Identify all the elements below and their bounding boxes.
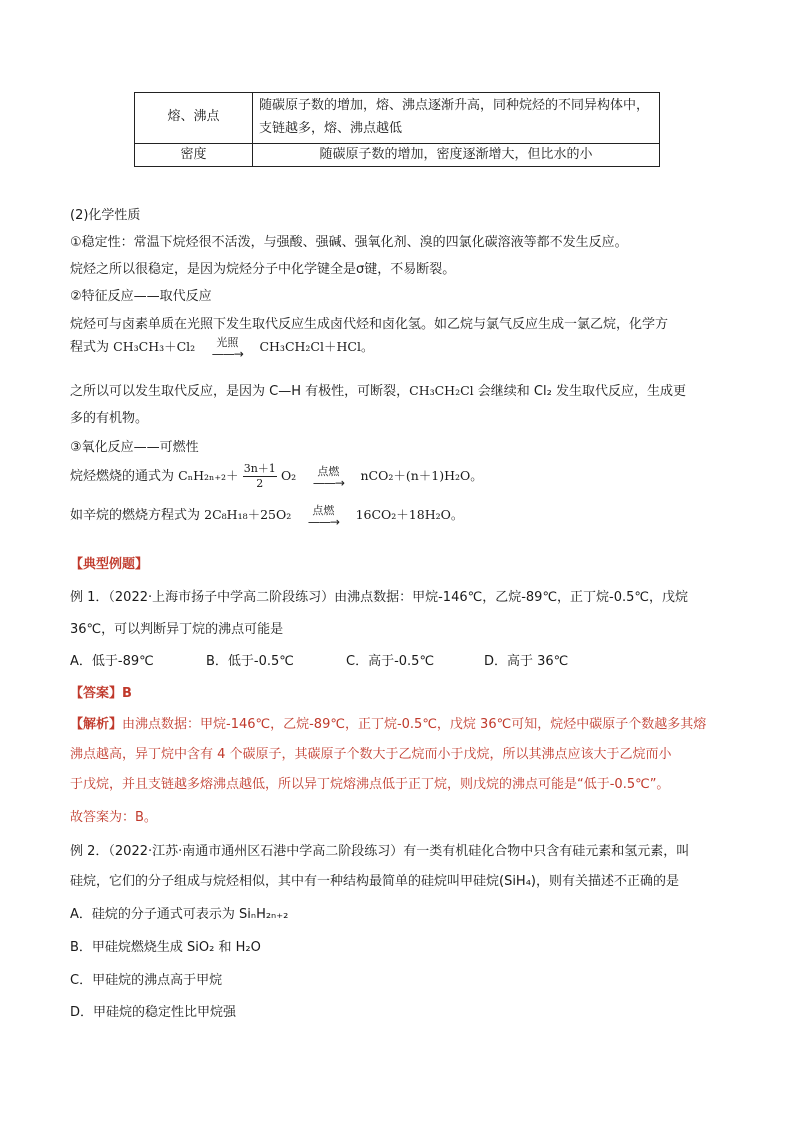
paragraph: 之所以可以发生取代反应，是因为 C—H 有极性，可断裂，CH₃CH₂Cl 会继续和 Cl₂ 发生取代反应，生成更 (70, 383, 686, 399)
option-d: D．甲硅烷的稳定性比甲烷强 (70, 1005, 237, 1020)
reaction-arrow (295, 505, 351, 527)
conclusion-line: 故答案为：B。 (70, 810, 157, 825)
arrow-icon: ——→ (211, 346, 243, 361)
option-c: C．高于-0.5℃ (346, 654, 435, 669)
reaction-arrow (199, 337, 255, 359)
option-a: A．低于-89℃ (70, 654, 154, 669)
fraction-denominator: 2 (256, 477, 264, 490)
analysis-line: 【解析】由沸点数据：甲烷-146℃，乙烷-89℃，正丁烷-0.5℃，戊烷 36℃可知，烷烃中碳原子个数越多其熔 (70, 717, 707, 732)
analysis-line: 于戊烷，并且支链越多熔沸点越低，所以异丁烷熔沸点低于正丁烷，则戊烷的沸点可能是“低于-0.5℃”。 (70, 777, 670, 792)
answer-line: 【答案】B (70, 686, 132, 701)
table-cell-text: 随碳原子数的增加，密度逐渐增大，但比水的小 (253, 143, 660, 167)
option-b: B．甲硅烷燃烧生成 SiO₂ 和 H₂O (70, 940, 261, 955)
question-text: 硅烷，它们的分子组成与烷烃相似，其中有一种结构最简单的硅烷叫甲硅烷(SiH₄)，则有关描述不正确的是 (70, 874, 679, 889)
question-text: 36℃，可以判断异丁烷的沸点可能是 (70, 622, 284, 637)
equation-line (70, 504, 463, 527)
question-text: 例 2．（2022·江苏·南通市通州区石港中学高二阶段练习）有一类有机硅化合物中只含有硅元素和氢元素，叫 (70, 844, 690, 859)
arrow-icon: ——→ (312, 475, 344, 490)
paragraph: ③氧化反应——可燃性 (70, 440, 199, 455)
option-d: D．高于 36℃ (484, 654, 569, 669)
equation-products: nCO₂＋(n＋1)H₂O。 (360, 468, 483, 483)
paragraph: ②特征反应——取代反应 (70, 289, 212, 304)
table-cell-text: 随碳原子数的增加，熔、沸点逐渐升高，同种烷烃的不同异构体中，支链越多，熔、沸点越低 (253, 93, 660, 144)
fraction (243, 462, 277, 491)
paragraph: 烷烃之所以很稳定，是因为烷烃分子中化学键全是σ键，不易断裂。 (70, 262, 456, 277)
option-b: B．低于-0.5℃ (206, 654, 294, 669)
fraction-numerator: 3n＋1 (243, 462, 276, 475)
option-a: A．硅烷的分子通式可表示为 SiₙH₂ₙ₊₂ (70, 907, 289, 922)
equation-reactants: CₙH₂ₙ₊₂＋ (178, 468, 239, 483)
section-heading: 【典型例题】 (70, 557, 149, 572)
equation-prefix: 程式为 (70, 340, 110, 355)
equation-reactants: 2C₈H₁₈＋25O₂ (204, 507, 292, 522)
question-text: 例 1．（2022·上海市扬子中学高二阶段练习）由沸点数据：甲烷-146℃，乙烷-89℃，正丁烷-0.5℃，戊烷 (70, 590, 689, 605)
equation-line (70, 336, 373, 359)
equation-products: 16CO₂＋18H₂O。 (355, 507, 464, 522)
equation-line (70, 462, 483, 491)
section-heading: (2)化学性质 (70, 208, 141, 223)
equation-reactants: CH₃CH₃＋Cl₂ (113, 339, 196, 354)
equation-products: CH₃CH₂Cl＋HCl。 (259, 339, 374, 354)
reaction-arrow (300, 466, 356, 488)
option-c: C．甲硅烷的沸点高于甲烷 (70, 973, 223, 988)
paragraph: 多的有机物。 (70, 411, 149, 426)
equation-oxygen: O₂ (280, 468, 297, 483)
table-cell-label: 密度 (135, 143, 253, 167)
reaction-condition: 点燃 (317, 464, 340, 478)
equation-prefix: 如辛烷的燃烧方程式为 (70, 508, 201, 523)
reaction-condition: 点燃 (312, 503, 335, 517)
equation-prefix: 烷烃燃烧的通式为 (70, 469, 175, 484)
table-row (135, 143, 660, 167)
paragraph: 烷烃可与卤素单质在光照下发生取代反应生成卤代烃和卤化氢。如乙烷与氯气反应生成一氯乙烷，化学方 (70, 317, 669, 332)
properties-table (134, 92, 660, 167)
analysis-line: 沸点越高，异丁烷中含有 4 个碳原子，其碳原子个数大于乙烷而小于戊烷，所以其沸点应该大于乙烷而小 (70, 747, 672, 762)
reaction-condition: 光照 (216, 335, 239, 349)
table-row (135, 93, 660, 144)
arrow-icon: ——→ (307, 514, 339, 529)
table-cell-label: 熔、沸点 (135, 93, 253, 144)
paragraph: ①稳定性：常温下烷烃很不活泼，与强酸、强碱、强氧化剂、溴的四氯化碳溶液等都不发生反应。 (70, 235, 628, 250)
